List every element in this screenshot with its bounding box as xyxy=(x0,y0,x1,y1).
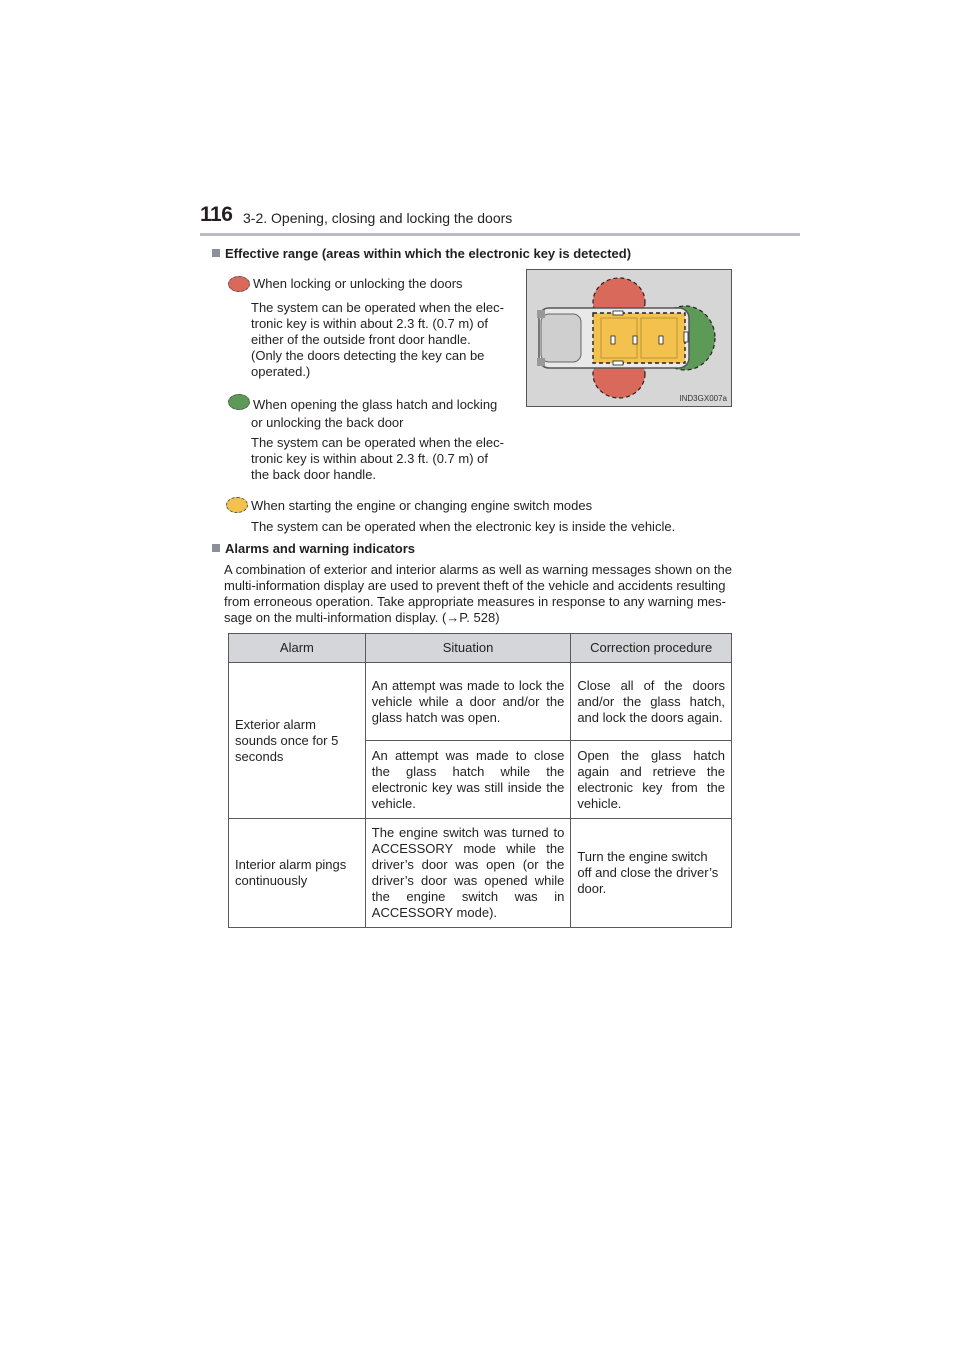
situation-cell: An attempt was made to lock the vehicle while a door and/or the glass hatch was open. xyxy=(365,663,571,741)
alarms-heading: Alarms and warning indicators xyxy=(212,541,415,557)
item2-title-cont: or unlocking the back door xyxy=(251,415,404,430)
figure-code: IND3GX007a xyxy=(679,394,727,403)
header-rule xyxy=(200,233,800,236)
correction-cell: Turn the engine switch off and close the driver’s door. xyxy=(571,819,732,928)
item1-title: When locking or unlocking the doors xyxy=(253,276,463,291)
column-header: Situation xyxy=(365,634,571,663)
item2-description: The system can be operated when the elec- tronic key is within about 2.3 ft. (0.7 m) of the back door handle. xyxy=(251,435,504,482)
table-header-row xyxy=(229,634,732,663)
table-row xyxy=(229,663,732,741)
page-number: 116 xyxy=(200,203,233,226)
green-zone-marker-icon xyxy=(228,394,250,410)
column-header: Correction procedure xyxy=(571,634,732,663)
alarm-cell: Interior alarm pings continuously xyxy=(229,819,366,928)
correction-cell: Close all of the doors and/or the glass hatch, and lock the doors again. xyxy=(571,663,732,741)
correction-cell: Open the glass hatch again and retrieve the electronic key from the vehicle. xyxy=(571,741,732,819)
item1-description: The system can be operated when the elec- tronic key is within about 2.3 ft. (0.7 m) of either of the outside front door handle. (Only the doors detecting the key can be operated.) xyxy=(251,300,504,379)
red-zone-marker-icon xyxy=(228,276,250,292)
key-range-figure xyxy=(526,269,732,407)
alarm-cell: Exterior alarm sounds once for 5 seconds xyxy=(229,663,366,819)
item3-description: The system can be operated when the electronic key is inside the vehicle. xyxy=(251,519,676,534)
effective-range-heading: Effective range (areas within which the electronic key is detected) xyxy=(212,246,631,262)
alarm-table xyxy=(228,633,732,928)
square-bullet-icon xyxy=(212,249,220,257)
situation-cell: An attempt was made to close the glass hatch while the electronic key was still inside the vehicle. xyxy=(365,741,571,819)
situation-cell: The engine switch was turned to ACCESSORY mode while the driver’s door was open (or the driver’s door was opened while the engine switch was in ACCESSORY mode). xyxy=(365,819,571,928)
square-bullet-icon xyxy=(212,544,220,552)
vehicle-top-view-illustration xyxy=(527,270,731,406)
column-header: Alarm xyxy=(229,634,366,663)
table-row xyxy=(229,819,732,928)
alarms-paragraph: A combination of exterior and interior alarms as well as warning messages shown on the multi-information display are used to prevent theft of the vehicle and accidents resulting from erroneous operation. Take appropriate measures in response to any warning mes- sage on the multi-information display. (→P. 528) xyxy=(224,562,732,625)
yellow-zone-marker-icon xyxy=(226,497,248,513)
section-title: 3-2. Opening, closing and locking the doors xyxy=(243,210,513,226)
item2-title: When opening the glass hatch and locking xyxy=(253,397,498,412)
item3-title: When starting the engine or changing engine switch modes xyxy=(251,498,593,513)
